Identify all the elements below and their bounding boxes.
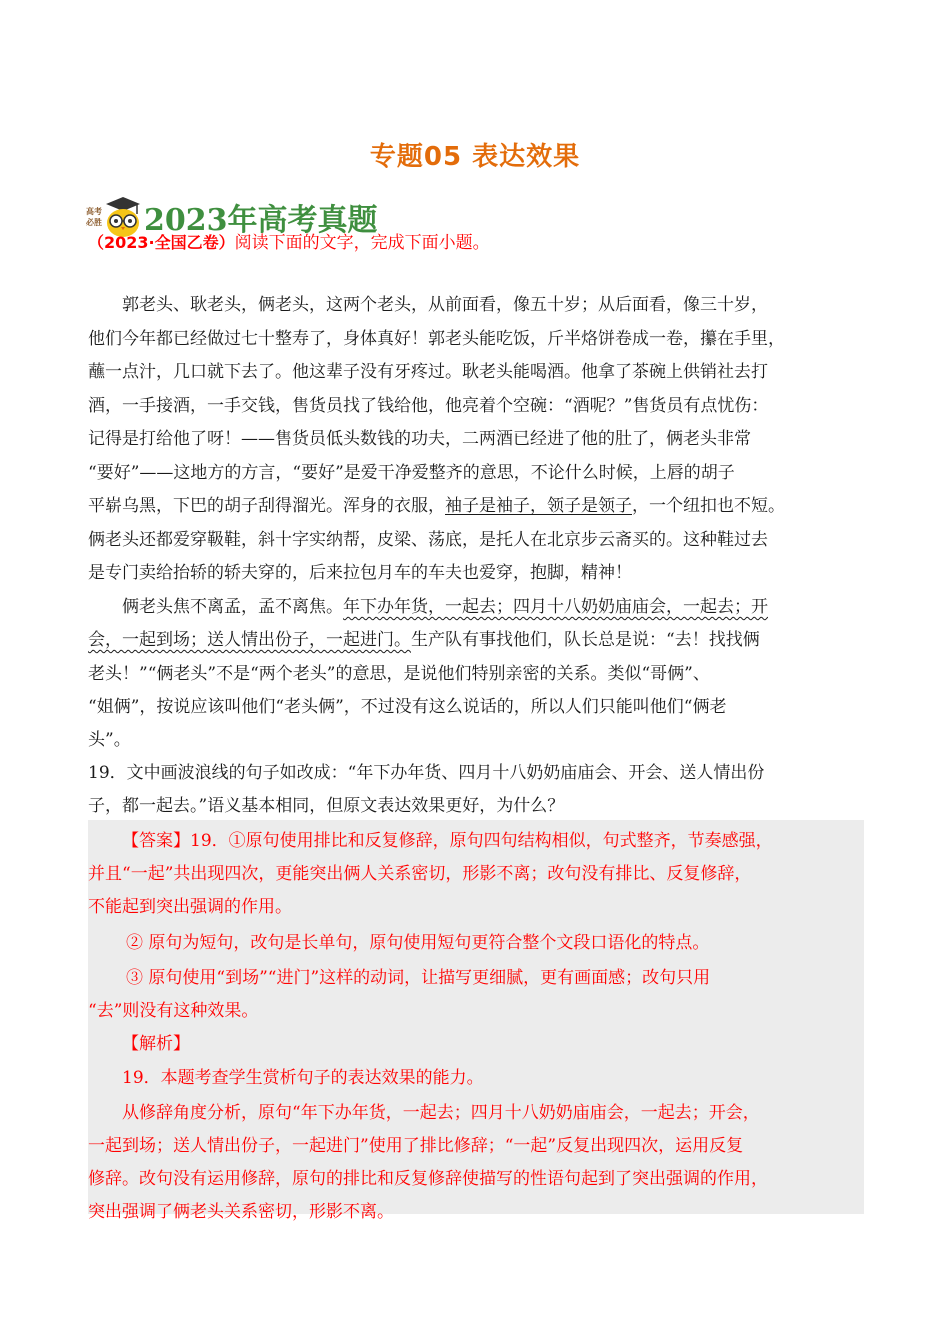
answer-line: 不能起到突出强调的作用。 bbox=[88, 897, 292, 917]
answer-line: ② 原句为短句，改句是长单句，原句使用短句更符合整个文段口语化的特点。 bbox=[126, 933, 710, 953]
badge-text: 高考必胜 bbox=[86, 207, 102, 227]
intro-line bbox=[88, 228, 490, 253]
answer-line: ③ 原句使用“到场”“进门”这样的动词，让描写更细腻，更有画面感；改句只用 bbox=[126, 968, 711, 988]
answer-line: “去”则没有这种效果。 bbox=[88, 1001, 259, 1021]
text-segment: 俩老头焦不离孟，孟不离焦。 bbox=[122, 597, 343, 617]
answer-line: 19．本题考查学生赏析句子的表达效果的能力。 bbox=[122, 1068, 484, 1088]
passage-line: 俩老头还都爱穿靸鞋，斜十字实纳帮，皮梁、荡底，是托人在北京步云斋买的。这种鞋过去 bbox=[88, 530, 768, 550]
text-segment: 生产队有事找他们，队长总是说：“去！找找俩 bbox=[411, 630, 760, 650]
banner-title: 2023年高考真题 bbox=[144, 203, 378, 238]
passage-line: 郭老头、耿老头，俩老头，这两个老头，从前面看，像五十岁；从后面看，像三十岁， bbox=[122, 295, 768, 315]
passage-line: 酒，一手接酒，一手交钱，售货员找了钱给他，他亮着个空碗：“酒呢？”售货员有点忧伤： bbox=[88, 396, 769, 416]
passage-line bbox=[88, 625, 760, 650]
answer-line: 突出强调了俩老头关系密切，形影不离。 bbox=[88, 1202, 394, 1222]
passage-line: 老头！”“俩老头”不是“两个老头”的意思，是说他们特别亲密的关系。类似“哥俩”、 bbox=[88, 664, 710, 684]
question-line: 19．文中画波浪线的句子如改成：“年下办年货、四月十八奶奶庙庙会、开会、送人情出份 bbox=[88, 763, 765, 783]
passage-line: “要好”——这地方的方言，“要好”是爱干净爱整齐的意思，不论什么时候，上唇的胡子 bbox=[88, 463, 735, 483]
passage-line: 头”。 bbox=[88, 730, 131, 750]
source-label: （2023·全国乙卷） bbox=[88, 233, 235, 252]
passage-line: 他们今年都已经做过七十整寿了，身体真好！郭老头能吃饭，斤半烙饼卷成一卷，攥在手里， bbox=[88, 329, 785, 349]
text-segment: 平崭乌黑，下巴的胡子刮得溜光。浑身的衣服， bbox=[88, 496, 445, 516]
passage-line: 蘸一点汁，几口就下去了。他这辈子没有牙疼过。耿老头能喝酒。他拿了茶碗上供销社去打 bbox=[88, 362, 768, 382]
passage-line: “姐俩”，按说应该叫他们“老头俩”，不过没有这么说话的，所以人们只能叫他们“俩老 bbox=[88, 697, 727, 717]
text-segment: ，一个纽扣也不短。 bbox=[632, 496, 785, 516]
passage-line: 是专门卖给抬轿的轿夫穿的，后来拉包月车的车夫也爱穿，抱脚，精神！ bbox=[88, 563, 632, 583]
answer-line: 修辞。改句没有运用修辞，原句的排比和反复修辞使描写的性语句起到了突出强调的作用， bbox=[88, 1169, 768, 1189]
answer-line: 并且“一起”共出现四次，更能突出俩人关系密切，形影不离；改句没有排比、反复修辞， bbox=[88, 864, 752, 884]
page-title: 专题05 表达效果 bbox=[369, 142, 581, 172]
answer-line: 【答案】19．①原句使用排比和反复修辞，原句四句结构相似，句式整齐，节奏感强， bbox=[122, 831, 773, 851]
answer-line: 一起到场；送人情出份子，一起进门”使用了排比修辞；“一起”反复出现四次，运用反复 bbox=[88, 1136, 744, 1156]
question-line: 子，都一起去。”语义基本相同，但原文表达效果更好，为什么？ bbox=[88, 796, 565, 816]
instruction: 阅读下面的文字，完成下面小题。 bbox=[234, 233, 490, 253]
analysis-heading: 【解析】 bbox=[122, 1034, 190, 1054]
passage-line bbox=[88, 491, 785, 516]
answer-line: 从修辞角度分析，原句“年下办年货，一起去；四月十八奶奶庙庙会，一起去；开会， bbox=[122, 1103, 760, 1123]
wavy-underlined-sentence: 年下办年货，一起去；四月十八奶奶庙庙会，一起去；开 bbox=[343, 597, 768, 617]
passage-line bbox=[122, 592, 768, 617]
underlined-sentence: 袖子是袖子，领子是领子 bbox=[445, 496, 632, 516]
passage-line: 记得是打给他了呀！——售货员低头数钱的功夫，二两酒已经进了他的肚了，俩老头非常 bbox=[88, 429, 751, 449]
wavy-underlined-sentence: 会，一起到场；送人情出份子，一起进门。 bbox=[88, 630, 411, 650]
